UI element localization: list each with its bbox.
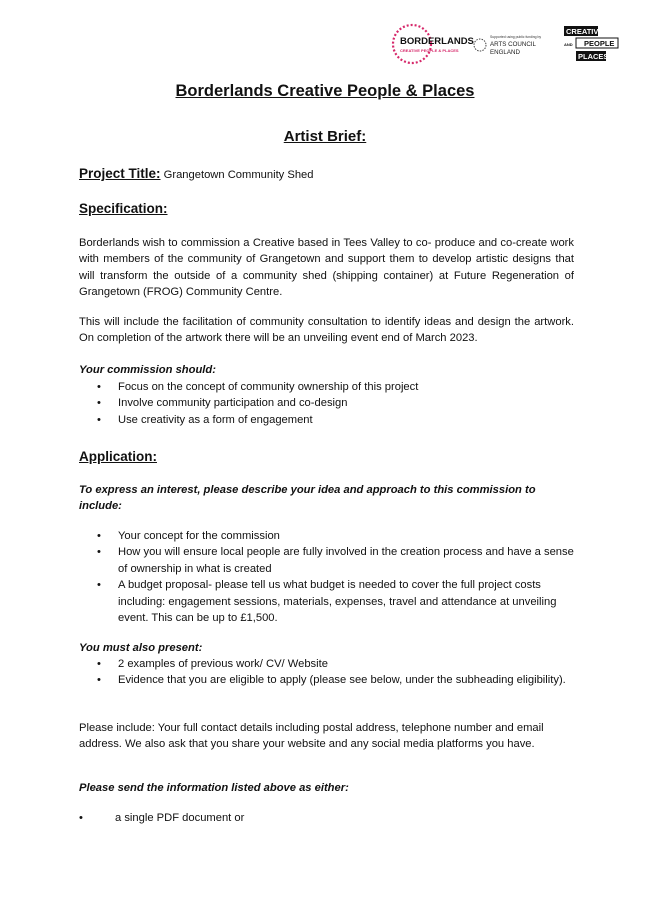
list-item: • Focus on the concept of community ownership of this project: [79, 379, 574, 395]
list-item: • How you will ensure local people are fully involved in the creation process and have a sense of ownership in what is created: [79, 544, 574, 577]
cpp-line3: PLACES: [578, 52, 609, 61]
send-list: [79, 810, 574, 826]
application-list: [79, 528, 574, 626]
list-item: • Your concept for the commission: [79, 528, 574, 544]
project-title-label: Project Title:: [79, 166, 161, 181]
include-paragraph: Please include: Your full contact details including postal address, telephone number and email address. We also ask that you share your website and any social media platforms you have.: [79, 722, 544, 751]
application-intro: To express an interest, please describe your idea and approach to this commission to include:: [79, 484, 536, 513]
specification-para-1: Borderlands wish to commission a Creative based in Tees Valley to co- produce and co-create work with members of the community of Grangetown and support them to develop artistic designs that will transform the outside of a community shed (shipping container) at Future Regeneration of Grangetown (FROG) Community Centre.: [79, 237, 574, 299]
present-list: [79, 656, 574, 689]
borderlands-logo-subtext: CREATIVE PEOPLE & PLACES: [400, 48, 459, 53]
arts-council-line1: ARTS COUNCIL: [490, 41, 536, 48]
list-item: • Evidence that you are eligible to apply (please see below, under the subheading eligibility).: [79, 672, 574, 688]
arts-council-small-text: Supported using public funding by: [490, 35, 542, 39]
commission-list: [79, 379, 574, 428]
present-label: You must also present:: [79, 642, 203, 654]
page-subtitle: Artist Brief:: [283, 128, 367, 145]
creative-people-places-logo: [562, 25, 624, 63]
application-heading: Application:: [79, 449, 157, 464]
list-item: • 2 examples of previous work/ CV/ Website: [79, 656, 574, 672]
cpp-line1: CREATIVE: [566, 27, 604, 36]
page-title: Borderlands Creative People & Places: [175, 82, 475, 100]
cpp-line2b: PEOPLE: [584, 39, 615, 48]
borderlands-logo-text: BORDERLANDS: [400, 36, 474, 47]
logo-strip: [390, 22, 630, 66]
arts-council-logo: [472, 30, 550, 60]
specification-heading: Specification:: [79, 201, 168, 216]
cpp-line2a: AND: [564, 42, 573, 47]
specification-para-2: This will include the facilitation of community consultation to identify ideas and design the artwork. On completion of the artwork there will be an unveiling event end of March 2023.: [79, 316, 574, 345]
list-item: • Use creativity as a form of engagement: [79, 412, 574, 428]
list-item: • a single PDF document or: [79, 810, 574, 826]
list-item: • Involve community participation and co-design: [79, 395, 574, 411]
list-item: • A budget proposal- please tell us what budget is needed to cover the full project costs including: engagement sessions, materials, expenses, travel and attendance at unveiling event. This can be up to £1,500.: [79, 577, 574, 626]
commission-label: Your commission should:: [79, 364, 216, 376]
project-title-value: Grangetown Community Shed: [163, 169, 314, 181]
send-label: Please send the information listed above as either:: [79, 782, 349, 794]
project-title-line: [79, 166, 314, 181]
arts-council-line2: ENGLAND: [490, 49, 520, 56]
borderlands-logo: [390, 22, 474, 66]
